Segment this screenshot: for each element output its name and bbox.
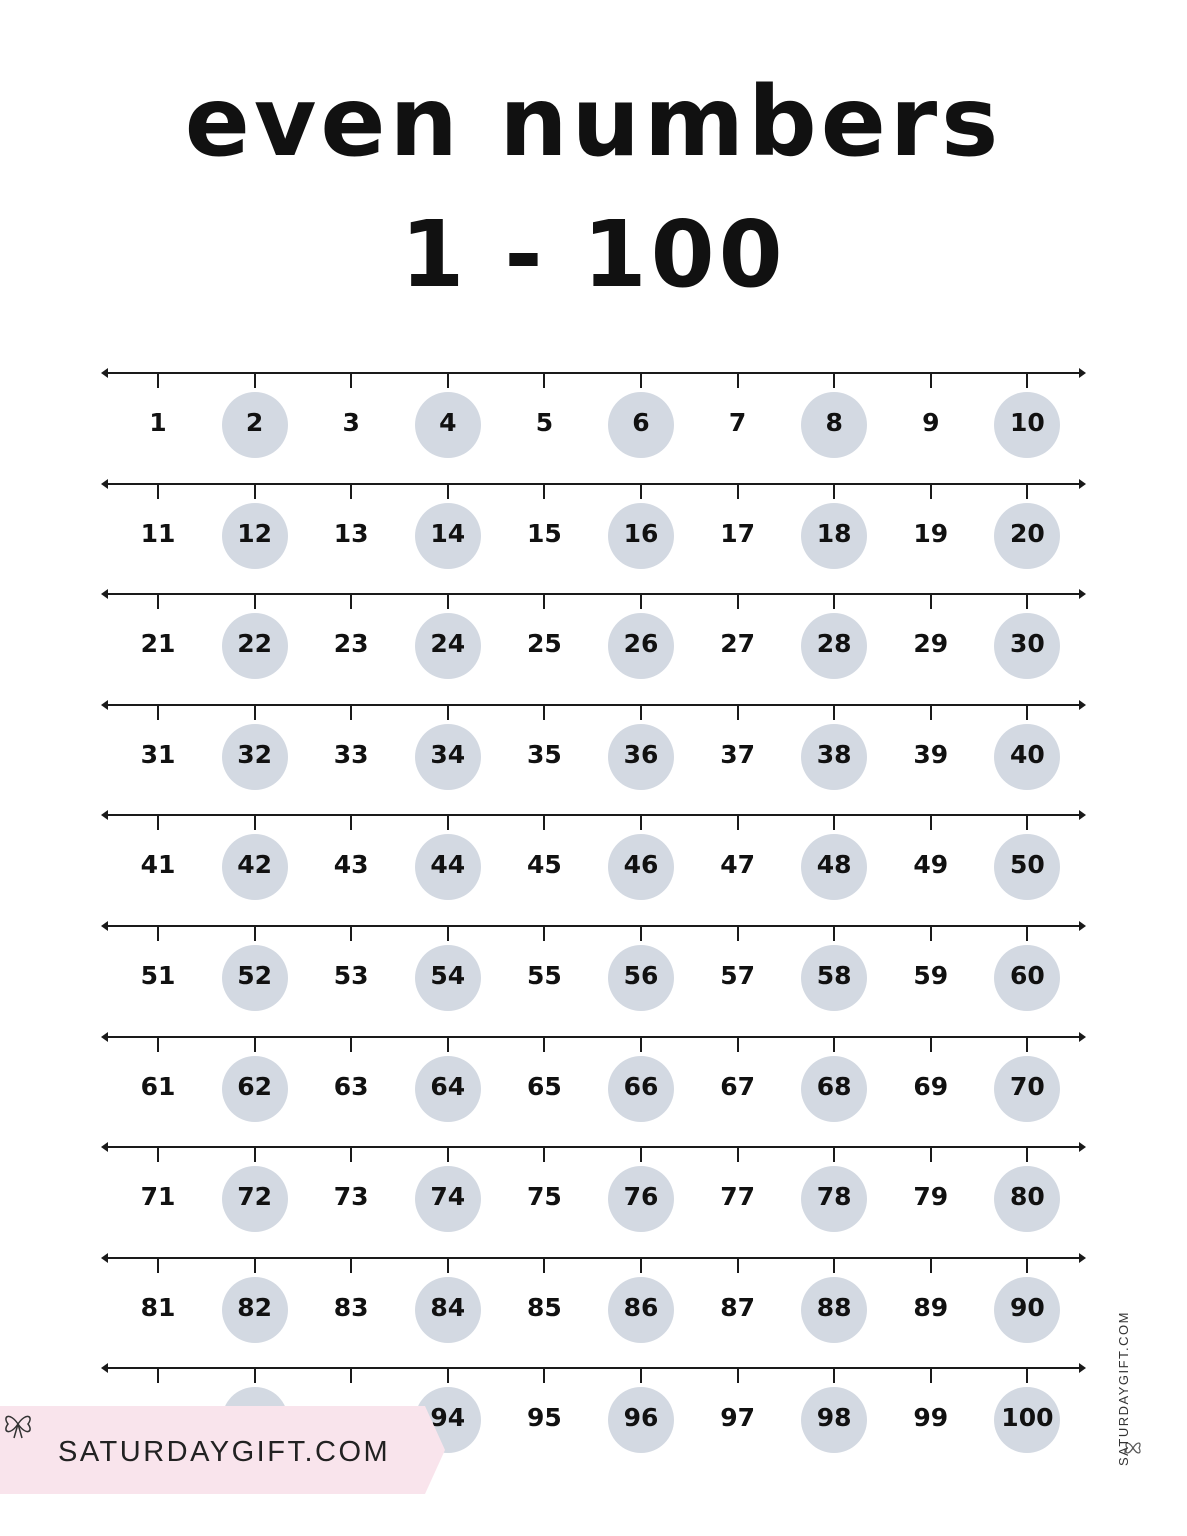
- odd-number-label: 81: [140, 1292, 176, 1322]
- odd-number-label: 19: [913, 518, 949, 548]
- number-line-tick: [254, 1367, 256, 1383]
- number-line-axis: [106, 1257, 1082, 1259]
- number-line-tick: [640, 372, 642, 388]
- even-number-label: 38: [816, 739, 852, 769]
- number-line-tick: [833, 483, 835, 499]
- number-line-tick: [930, 1257, 932, 1273]
- even-number-label: 2: [245, 408, 264, 437]
- odd-number-label: 49: [913, 850, 949, 880]
- number-line-tick: [737, 372, 739, 388]
- number-line-tick: [833, 925, 835, 941]
- number-line-axis: [106, 1146, 1082, 1148]
- odd-number-label: 89: [913, 1292, 949, 1322]
- number-line-tick: [1026, 704, 1028, 720]
- bow-icon: [0, 1406, 36, 1442]
- number-line-tick: [833, 593, 835, 609]
- number-line-tick: [930, 1036, 932, 1052]
- number-line-row: [0, 1146, 1187, 1256]
- side-credit-text: SATURDAYGIFT.COM: [1116, 1311, 1131, 1466]
- even-number-label: 68: [816, 1071, 852, 1101]
- number-line-tick: [350, 483, 352, 499]
- number-line-tick: [737, 483, 739, 499]
- number-line-tick: [737, 593, 739, 609]
- even-number-label: 84: [430, 1292, 466, 1322]
- even-number-label: 54: [430, 961, 466, 990]
- odd-number-label: 3: [342, 408, 360, 437]
- odd-number-label: 31: [140, 739, 176, 769]
- odd-number-label: 67: [720, 1071, 755, 1101]
- number-line-tick: [640, 1257, 642, 1273]
- number-line-tick: [157, 483, 159, 499]
- even-number-label: 32: [237, 739, 272, 769]
- number-line-tick: [543, 704, 545, 720]
- number-line-tick: [1026, 1257, 1028, 1273]
- number-line-tick: [930, 372, 932, 388]
- number-line-tick: [1026, 1146, 1028, 1162]
- even-number-label: 64: [430, 1071, 466, 1101]
- even-number-label: 100: [1001, 1403, 1054, 1433]
- number-line-tick: [157, 925, 159, 941]
- arrow-left-icon: [101, 921, 108, 931]
- even-number-label: 58: [816, 961, 852, 990]
- odd-number-label: 33: [333, 739, 369, 769]
- number-line-tick: [157, 372, 159, 388]
- arrow-right-icon: [1079, 700, 1086, 710]
- odd-number-label: 77: [720, 1182, 755, 1212]
- number-line-tick: [254, 1036, 256, 1052]
- odd-number-label: 41: [140, 850, 176, 880]
- number-line-tick: [930, 704, 932, 720]
- even-number-label: 98: [816, 1403, 852, 1433]
- number-line-tick: [157, 814, 159, 830]
- odd-number-label: 63: [333, 1071, 369, 1101]
- number-line-tick: [447, 814, 449, 830]
- arrow-right-icon: [1079, 921, 1086, 931]
- number-line-tick: [254, 593, 256, 609]
- number-line-tick: [1026, 1036, 1028, 1052]
- number-line-tick: [543, 1036, 545, 1052]
- number-line-tick: [930, 593, 932, 609]
- even-number-label: 80: [1009, 1182, 1045, 1212]
- number-line-tick: [447, 704, 449, 720]
- number-line-tick: [254, 483, 256, 499]
- number-line-tick: [833, 1367, 835, 1383]
- number-line-axis: [106, 593, 1082, 595]
- even-number-label: 8: [825, 408, 843, 437]
- arrow-left-icon: [101, 368, 108, 378]
- number-line-tick: [930, 925, 932, 941]
- odd-number-label: 17: [720, 518, 755, 548]
- even-number-label: 62: [237, 1071, 272, 1101]
- odd-number-label: 25: [526, 629, 562, 659]
- number-line-tick: [157, 593, 159, 609]
- even-number-label: 76: [623, 1182, 659, 1212]
- odd-number-label: 83: [333, 1292, 369, 1322]
- even-number-label: 42: [237, 850, 272, 880]
- odd-number-label: 69: [913, 1071, 949, 1101]
- odd-number-label: 79: [913, 1182, 949, 1212]
- number-line-tick: [254, 372, 256, 388]
- number-line-tick: [254, 1146, 256, 1162]
- number-line-row: [0, 1257, 1187, 1367]
- number-line-tick: [1026, 1367, 1028, 1383]
- number-line-tick: [447, 1146, 449, 1162]
- even-number-label: 74: [430, 1182, 466, 1212]
- even-number-label: 56: [623, 961, 659, 990]
- number-line-tick: [833, 372, 835, 388]
- brand-banner-text: SATURDAYGIFT.COM: [58, 1436, 391, 1468]
- number-line-tick: [543, 1257, 545, 1273]
- number-line-axis: [106, 483, 1082, 485]
- number-line-tick: [930, 814, 932, 830]
- number-line-tick: [350, 925, 352, 941]
- number-line-tick: [833, 814, 835, 830]
- arrow-right-icon: [1079, 479, 1086, 489]
- number-line-tick: [737, 925, 739, 941]
- number-line-tick: [737, 1367, 739, 1383]
- number-line-axis: [106, 925, 1082, 927]
- even-number-label: 44: [430, 850, 466, 880]
- number-line-tick: [737, 814, 739, 830]
- number-line-axis: [106, 814, 1082, 816]
- even-number-label: 78: [816, 1182, 852, 1212]
- even-number-label: 96: [623, 1403, 659, 1433]
- number-line-tick: [350, 814, 352, 830]
- number-line-tick: [640, 704, 642, 720]
- arrow-left-icon: [101, 1253, 108, 1263]
- number-line-row: [0, 372, 1187, 482]
- number-line-row: [0, 814, 1187, 924]
- even-number-label: 16: [623, 518, 659, 548]
- arrow-right-icon: [1079, 368, 1086, 378]
- odd-number-label: 21: [140, 629, 176, 659]
- even-number-label: 88: [816, 1292, 852, 1322]
- number-line-tick: [350, 593, 352, 609]
- arrow-left-icon: [101, 479, 108, 489]
- arrow-left-icon: [101, 1363, 108, 1373]
- even-number-label: 48: [816, 850, 852, 880]
- odd-number-label: 7: [728, 408, 747, 437]
- number-line-tick: [254, 704, 256, 720]
- number-line-tick: [447, 483, 449, 499]
- number-line-tick: [350, 1367, 352, 1383]
- number-line-tick: [157, 1367, 159, 1383]
- arrow-left-icon: [101, 589, 108, 599]
- odd-number-label: 99: [913, 1403, 949, 1433]
- arrow-left-icon: [101, 810, 108, 820]
- odd-number-label: 87: [720, 1292, 755, 1322]
- arrow-right-icon: [1079, 1253, 1086, 1263]
- even-number-label: 40: [1009, 739, 1045, 769]
- even-number-label: 86: [623, 1292, 659, 1322]
- number-line-tick: [1026, 372, 1028, 388]
- number-line-tick: [1026, 925, 1028, 941]
- arrow-right-icon: [1079, 810, 1086, 820]
- odd-number-label: 57: [720, 961, 755, 990]
- number-line-tick: [157, 1146, 159, 1162]
- odd-number-label: 27: [720, 629, 755, 659]
- odd-number-label: 75: [526, 1182, 562, 1212]
- even-number-label: 14: [430, 518, 466, 548]
- number-line-tick: [833, 1146, 835, 1162]
- number-line-tick: [447, 1367, 449, 1383]
- number-line-tick: [350, 1257, 352, 1273]
- number-line-tick: [543, 1146, 545, 1162]
- odd-number-label: 5: [535, 408, 554, 437]
- number-line-tick: [640, 593, 642, 609]
- number-line-tick: [640, 814, 642, 830]
- number-line-tick: [833, 704, 835, 720]
- number-line-row: [0, 1036, 1187, 1146]
- odd-number-label: 29: [913, 629, 949, 659]
- number-line-tick: [640, 1367, 642, 1383]
- even-number-label: 6: [632, 408, 650, 437]
- number-line-axis: [106, 372, 1082, 374]
- odd-number-label: 59: [913, 961, 949, 990]
- even-number-label: 82: [237, 1292, 272, 1322]
- even-number-label: 94: [430, 1403, 466, 1433]
- even-number-label: 70: [1009, 1071, 1045, 1101]
- odd-number-label: 23: [333, 629, 369, 659]
- odd-number-label: 1: [149, 408, 167, 437]
- number-line-row: [0, 704, 1187, 814]
- even-number-label: 52: [237, 961, 272, 990]
- number-line-tick: [1026, 814, 1028, 830]
- number-line-tick: [543, 372, 545, 388]
- odd-number-label: 51: [140, 961, 176, 990]
- number-line-axis: [106, 704, 1082, 706]
- number-line-tick: [737, 1036, 739, 1052]
- even-number-label: 4: [439, 408, 457, 437]
- number-line-tick: [254, 925, 256, 941]
- odd-number-label: 13: [333, 518, 369, 548]
- arrow-right-icon: [1079, 589, 1086, 599]
- odd-number-label: 39: [913, 739, 949, 769]
- number-line-tick: [640, 483, 642, 499]
- number-line-tick: [930, 1367, 932, 1383]
- number-line-tick: [833, 1036, 835, 1052]
- number-line-tick: [447, 593, 449, 609]
- number-line-row: [0, 593, 1187, 703]
- odd-number-label: 9: [922, 408, 940, 437]
- arrow-left-icon: [101, 1032, 108, 1042]
- number-line-tick: [543, 483, 545, 499]
- odd-number-label: 45: [526, 850, 562, 880]
- even-number-label: 50: [1009, 850, 1045, 880]
- even-number-label: 36: [623, 739, 659, 769]
- arrow-left-icon: [101, 1142, 108, 1152]
- odd-number-label: 43: [333, 850, 369, 880]
- odd-number-label: 15: [526, 518, 562, 548]
- number-line-tick: [543, 593, 545, 609]
- number-line-tick: [350, 372, 352, 388]
- odd-number-label: 11: [140, 518, 176, 548]
- arrow-right-icon: [1079, 1032, 1086, 1042]
- odd-number-label: 61: [140, 1071, 176, 1101]
- number-line-tick: [447, 372, 449, 388]
- odd-number-label: 97: [720, 1403, 755, 1433]
- even-number-label: 12: [237, 518, 272, 548]
- number-line-tick: [737, 1146, 739, 1162]
- arrow-right-icon: [1079, 1363, 1086, 1373]
- number-line-tick: [930, 483, 932, 499]
- arrow-right-icon: [1079, 1142, 1086, 1152]
- even-number-label: 24: [430, 629, 466, 659]
- number-line-tick: [157, 704, 159, 720]
- even-number-label: 20: [1009, 518, 1045, 548]
- number-line-tick: [543, 925, 545, 941]
- arrow-left-icon: [101, 700, 108, 710]
- even-number-label: 18: [816, 518, 852, 548]
- odd-number-label: 37: [720, 739, 755, 769]
- odd-number-label: 73: [333, 1182, 369, 1212]
- brand-banner: [0, 1406, 445, 1494]
- number-line-tick: [350, 1036, 352, 1052]
- number-line-tick: [640, 925, 642, 941]
- even-number-label: 72: [237, 1182, 272, 1212]
- number-line-axis: [106, 1367, 1082, 1369]
- page-subtitle-range: 1 - 100: [400, 201, 787, 308]
- number-line-row: [0, 925, 1187, 1035]
- odd-number-label: 35: [526, 739, 562, 769]
- odd-number-label: 55: [526, 961, 562, 990]
- even-number-label: 30: [1009, 629, 1045, 659]
- even-number-label: 28: [816, 629, 852, 659]
- number-line-tick: [737, 704, 739, 720]
- number-line-tick: [543, 814, 545, 830]
- number-line-tick: [737, 1257, 739, 1273]
- even-number-label: 22: [237, 629, 272, 659]
- number-line-tick: [1026, 483, 1028, 499]
- odd-number-label: 65: [526, 1071, 562, 1101]
- even-number-label: 46: [623, 850, 659, 880]
- number-line-tick: [833, 1257, 835, 1273]
- odd-number-label: 95: [526, 1403, 562, 1433]
- number-line-tick: [157, 1257, 159, 1273]
- even-number-label: 90: [1009, 1292, 1045, 1322]
- number-line-tick: [930, 1146, 932, 1162]
- odd-number-label: 85: [526, 1292, 562, 1322]
- odd-number-label: 71: [140, 1182, 176, 1212]
- number-line-tick: [350, 704, 352, 720]
- even-number-label: 34: [430, 739, 466, 769]
- number-line-row: [0, 483, 1187, 593]
- number-line-tick: [447, 925, 449, 941]
- odd-number-label: 53: [333, 961, 369, 990]
- number-line-tick: [640, 1146, 642, 1162]
- number-line-axis: [106, 1036, 1082, 1038]
- number-line-tick: [543, 1367, 545, 1383]
- even-number-label: 10: [1009, 408, 1045, 437]
- even-number-label: 66: [623, 1071, 659, 1101]
- number-line-tick: [157, 1036, 159, 1052]
- number-line-tick: [447, 1257, 449, 1273]
- number-line-tick: [350, 1146, 352, 1162]
- number-line-tick: [1026, 593, 1028, 609]
- number-line-tick: [254, 814, 256, 830]
- page-title: even numbers: [184, 66, 1003, 178]
- odd-number-label: 47: [720, 850, 755, 880]
- number-line-tick: [447, 1036, 449, 1052]
- number-line-tick: [254, 1257, 256, 1273]
- number-line-tick: [640, 1036, 642, 1052]
- even-number-label: 26: [623, 629, 659, 659]
- even-number-label: 60: [1009, 961, 1045, 990]
